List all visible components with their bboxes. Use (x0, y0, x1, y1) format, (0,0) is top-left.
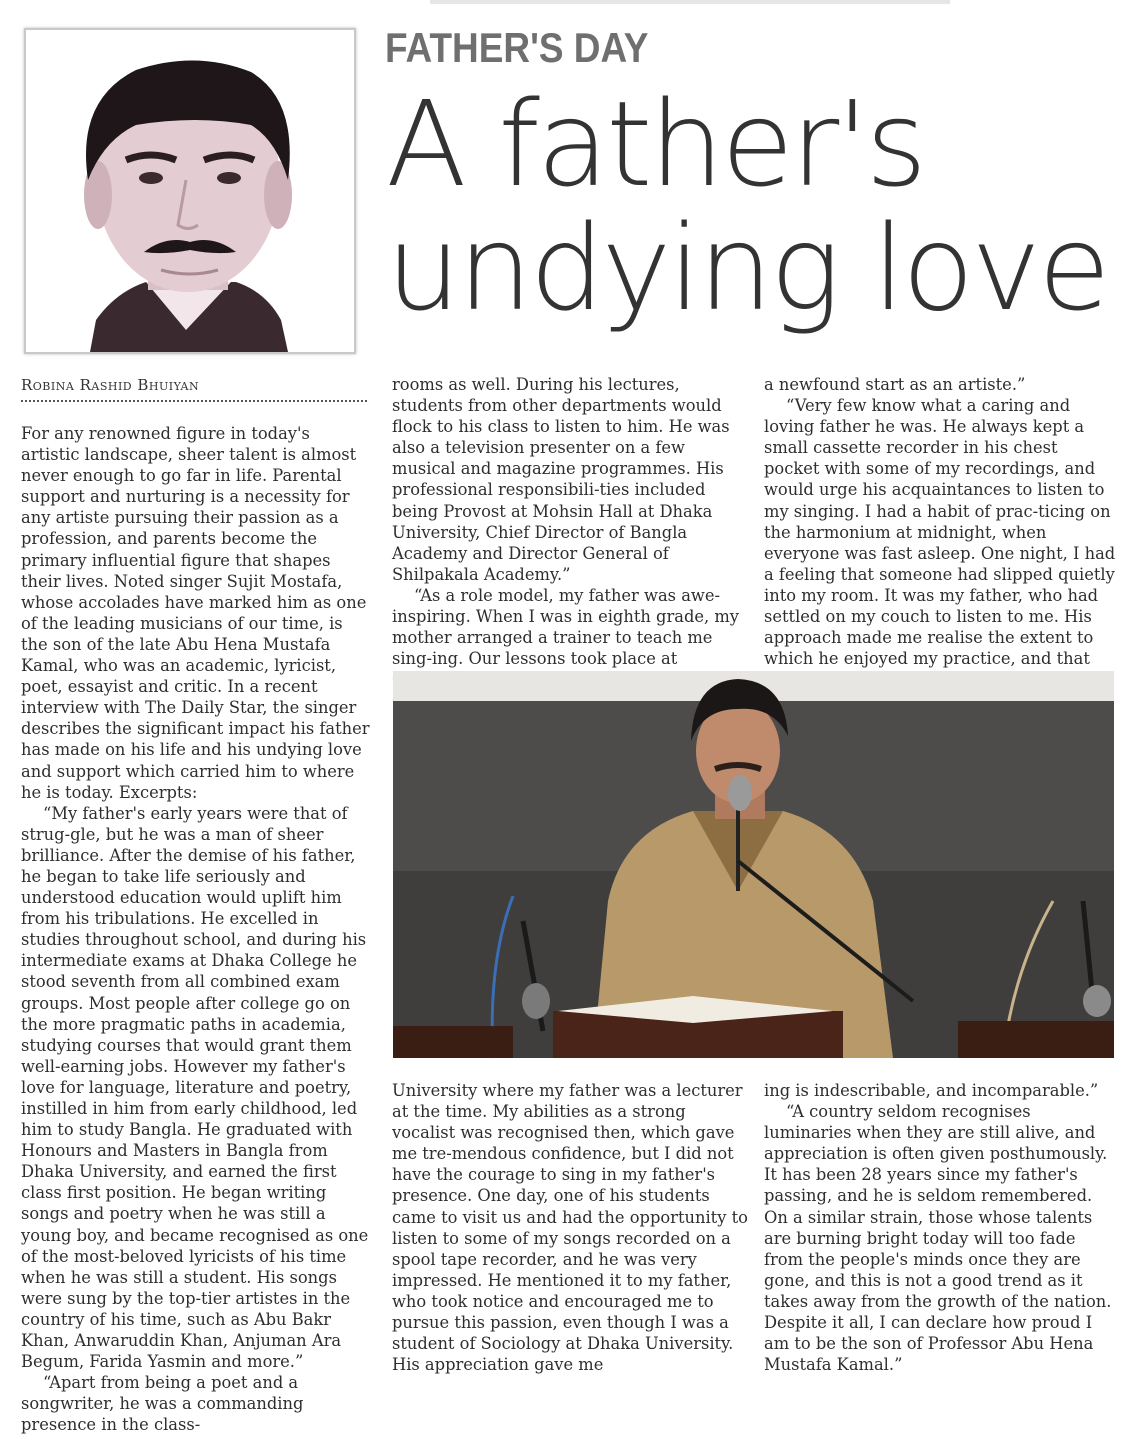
headline: A father's undying love (386, 75, 1108, 337)
paragraph: rooms as well. During his lectures, students from other departments would flock to his class to listen to him. He was also a television presenter on a few musical and magazine programmes. His professional responsibili-ties included being Provost at Mohsin Hall at Dhaka University, Chief Director of Bangla Academy and Director General of Shilpakala Academy.” (392, 375, 730, 584)
paragraph: University where my father was a lecturer at the time. My abilities as a strong vocalist was recognised then, which gave me tre-mendous confidence, but I did not have the courage to sing in my father's presence. One day, one of his students came to visit us and had the opportunity to listen to some of my songs recorded on a spool tape recorder, and he was very impressed. He mentioned it to my father, who took notice and encouraged me to pursue this passion, even though I was a student of Sociology at Dhaka University. His appreciation gave me (392, 1081, 748, 1375)
paragraph: “Very few know what a caring and loving father he was. He always kept a small cassette recorder in his chest pocket with some of my recordings, and would urge his acquaintances to listen to my singing. I had a habit of prac-ticing on the harmonium at midnight, when everyone was fast asleep. One night, I had a feeling that someone had slipped quietly into my room. It was my father, who had settled on my couch to listen to me. His approach made me realise the extent to which he enjoyed my practice, and that (764, 396, 1116, 669)
top-decorative-band (430, 0, 950, 4)
byline-divider (21, 400, 367, 402)
paragraph: “A country seldom recognises luminaries when they are still alive, and appreciation is often given posthumously. It has been 28 years since my father's passing, and he is seldom remembered. On a similar strain, those whose talents are burning bright today will too fade from the people's minds once they are gone, and this is not a good trend as it takes away from the growth of the nation. Despite it all, I can declare how proud I am to be the son of Professor Abu Hena Mustafa Kamal.” (764, 1102, 1112, 1375)
section-kicker: FATHER'S DAY (385, 24, 649, 71)
article-column-2-top (392, 374, 750, 669)
article-column-2-bottom (392, 1080, 750, 1375)
paragraph: For any renowned figure in today's artistic landscape, sheer talent is almost never enough to go far in life. Parental support and nurturing is a necessity for any artiste pursuing their passion as a profession, and parents become the primary influential figure that shapes their lives. Noted singer Sujit Mostafa, whose accolades have marked him as one of the leading musicians of our time, is the son of the late Abu Hena Mustafa Kamal, who was an academic, lyricist, poet, essayist and critic. In a recent interview with The Daily Star, the singer describes the significant impact his father has made on his life and his undying love and support which carried him to where he is today. Excerpts: (21, 424, 370, 802)
byline: Robina Rashid Bhuiyan (21, 376, 200, 394)
article-column-3-top (764, 374, 1116, 669)
article-column-3-bottom (764, 1080, 1116, 1375)
singer-photo (393, 671, 1114, 1058)
paragraph: “As a role model, my father was awe-inspiring. When I was in eighth grade, my mother arranged a trainer to teach me sing-ing. Our lessons took place at (392, 585, 740, 669)
paragraph: “My father's early years were that of strug-gle, but he was a man of sheer brilliance. After the demise of his father, he began to take life seriously and understood education would uplift him from his tribulations. He excelled in studies throughout school, and during his intermediate exams at Dhaka College he stood seventh from all combined exam groups. Most people after college go on the more pragmatic paths in academia, studying courses that would grant them well-earning jobs. However my father's love for language, literature and poetry, instilled in him from early childhood, led him to study Bangla. He graduated with Honours and Masters in Bangla from Dhaka University, and earned the first class first position. He began writing songs and poetry when he was still a young boy, and became recognised as one of the most-beloved lyricists of his time when he was still a student. His songs were sung by the top-tier artistes in the country of his time, such as Abu Bakr Khan, Anwaruddin Khan, Anjuman Ara Begum, Farida Yasmin and more.” (21, 803, 369, 1372)
father-portrait (24, 28, 356, 354)
paragraph: a newfound start as an artiste.” (764, 375, 1026, 394)
paragraph: “Apart from being a poet and a songwriter, he was a commanding presence in the class- (21, 1373, 304, 1435)
paragraph: ing is indescribable, and incomparable.” (764, 1081, 1099, 1100)
article-column-1 (21, 423, 373, 1435)
portrait-image (26, 30, 354, 352)
performance-image (393, 671, 1114, 1058)
